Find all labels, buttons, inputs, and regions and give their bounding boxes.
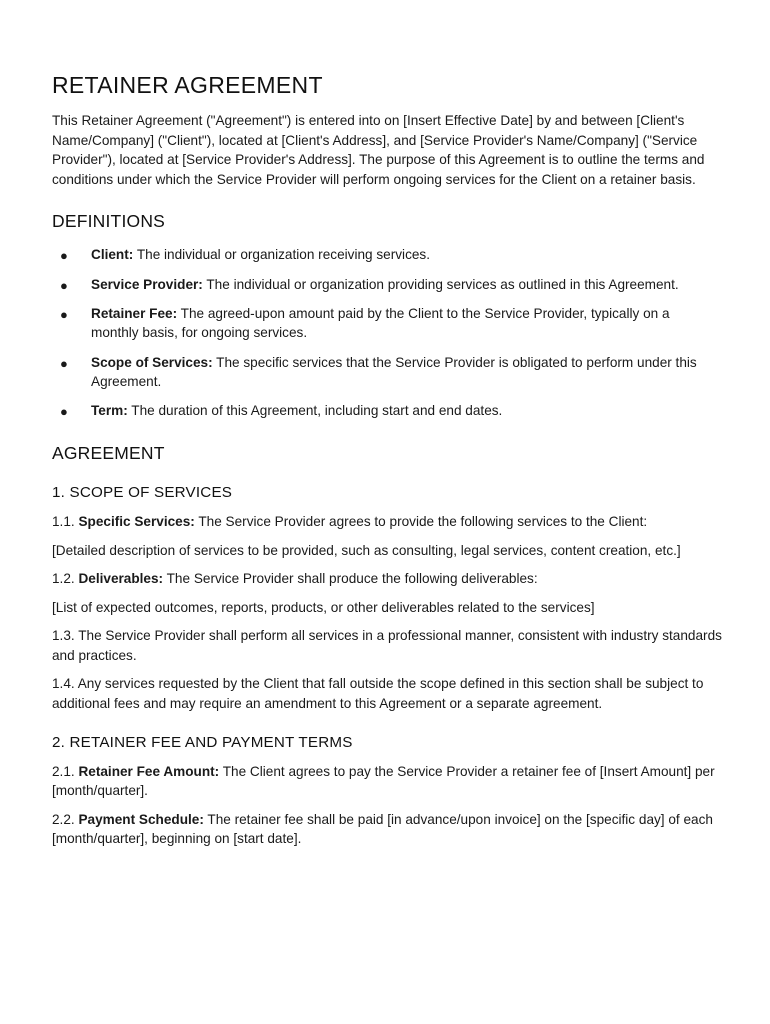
clause-text: The Service Provider agrees to provide the following services to the Client: — [194, 513, 648, 529]
definition-term: Term: — [91, 403, 128, 419]
definition-term: Scope of Services: — [91, 354, 213, 370]
clause-2-2 — [52, 810, 722, 849]
definition-term: Client: — [91, 247, 134, 263]
clause-term: Payment Schedule: — [78, 811, 204, 827]
definition-text: The duration of this Agreement, including start and end dates. — [127, 403, 503, 419]
clause-1-1 — [52, 512, 722, 532]
definition-item — [52, 353, 719, 392]
clause-2-1 — [52, 762, 722, 801]
clause-text: The retainer fee shall be paid [in advance/upon invoice] on the [specific day] of each [month/quarter], beginning on [start date]. — [52, 811, 713, 847]
definitions-list — [52, 245, 770, 421]
agreement-heading: AGREEMENT — [52, 442, 165, 463]
definition-item — [52, 275, 719, 295]
bullet-icon: ● — [60, 404, 68, 420]
definition-item — [52, 401, 719, 421]
definition-text: The individual or organization receiving services. — [133, 247, 430, 263]
definition-item — [52, 245, 719, 265]
clause-term: Specific Services: — [78, 513, 195, 529]
definition-text: The individual or organization providing services as outlined in this Agreement. — [202, 276, 679, 292]
definition-term: Retainer Fee: — [91, 305, 178, 321]
bullet-icon: ● — [60, 248, 68, 264]
clause-term: Retainer Fee Amount: — [78, 763, 220, 779]
clause-1-3: 1.3. The Service Provider shall perform all services in a professional manner, consistent with industry standards and practices. — [52, 628, 722, 663]
definition-item — [52, 304, 719, 343]
scope-heading: 1. SCOPE OF SERVICES — [52, 483, 233, 501]
clause-number: 1.2. — [52, 571, 79, 587]
clause-term: Deliverables: — [78, 571, 164, 587]
bullet-icon: ● — [60, 355, 68, 371]
clause-number: 2.1. — [52, 763, 79, 779]
definition-text: The agreed-upon amount paid by the Client to the Service Provider, typically on a monthly basis, for ongoing services. — [91, 305, 670, 341]
clause-text: The Service Provider shall produce the following deliverables: — [163, 571, 538, 587]
bullet-icon: ● — [60, 306, 68, 322]
document-title: RETAINER AGREEMENT — [52, 72, 323, 98]
clause-1-2-detail: [List of expected outcomes, reports, products, or other deliverables related to the services] — [52, 599, 595, 615]
clause-1-4: 1.4. Any services requested by the Client that fall outside the scope defined in this section shall be subject to additional fees and may require an amendment to this Agreement or a separate agreement. — [52, 676, 704, 712]
bullet-icon: ● — [60, 277, 68, 293]
clause-1-2 — [52, 569, 722, 589]
clause-number: 2.2. — [52, 811, 79, 827]
definition-term: Service Provider: — [91, 276, 203, 292]
fee-heading: 2. RETAINER FEE AND PAYMENT TERMS — [52, 733, 353, 751]
intro-paragraph: This Retainer Agreement ("Agreement") is entered into on [Insert Effective Date] by and between [Client's Name/Company] ("Client"), located at [Client's Address], and [Service Provider's Name/Company] ("Service Provider"), located at [Service Provider's Address]. The purpose of this Agreement is to outline the terms and conditions under which the Service Provider will perform ongoing services for the Client on a retainer basis. — [52, 113, 705, 187]
definition-text: The specific services that the Service Provider is obligated to perform under this Agreement. — [91, 354, 697, 390]
definitions-heading: DEFINITIONS — [52, 211, 166, 232]
clause-text: The Client agrees to pay the Service Provider a retainer fee of [Insert Amount] per [month/quarter]. — [52, 763, 715, 799]
clause-number: 1.1. — [52, 513, 79, 529]
clause-1-1-detail: [Detailed description of services to be provided, such as consulting, legal services, content creation, etc.] — [52, 542, 681, 558]
